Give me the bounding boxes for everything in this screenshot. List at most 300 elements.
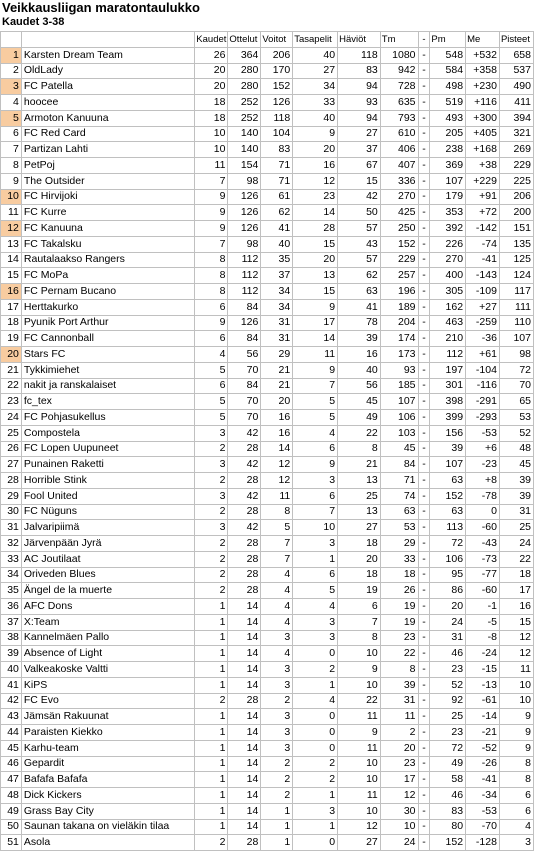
- voitot-cell: 7: [261, 536, 293, 552]
- kaudet-cell: 2: [195, 441, 228, 457]
- tasapelit-cell: 4: [293, 599, 338, 615]
- tm-cell: 1080: [380, 47, 418, 63]
- tasapelit-cell: 40: [293, 110, 338, 126]
- me-cell: +230: [466, 79, 500, 95]
- kaudet-cell: 8: [195, 268, 228, 284]
- dash-cell: -: [418, 835, 430, 851]
- tasapelit-cell: 5: [293, 583, 338, 599]
- tasapelit-cell: 1: [293, 819, 338, 835]
- me-cell: +72: [466, 205, 500, 221]
- kaudet-cell: 7: [195, 236, 228, 252]
- team-cell: Absence of Light: [21, 646, 194, 662]
- table-row: [1, 173, 534, 189]
- voitot-cell: 71: [261, 173, 293, 189]
- kaudet-cell: 6: [195, 378, 228, 394]
- kaudet-cell: 1: [195, 788, 228, 804]
- tasapelit-cell: 9: [293, 457, 338, 473]
- haviot-cell: 8: [338, 630, 381, 646]
- tm-cell: 196: [380, 284, 418, 300]
- me-cell: +38: [466, 158, 500, 174]
- team-cell: FC MoPa: [21, 268, 194, 284]
- team-cell: Grass Bay City: [21, 803, 194, 819]
- rank-cell: 26: [1, 441, 22, 457]
- team-cell: FC Patella: [21, 79, 194, 95]
- me-cell: -259: [466, 315, 500, 331]
- tasapelit-cell: 6: [293, 567, 338, 583]
- pm-cell: 152: [430, 835, 466, 851]
- dash-cell: -: [418, 630, 430, 646]
- rank-cell: 28: [1, 473, 22, 489]
- me-cell: -77: [466, 567, 500, 583]
- pm-cell: 95: [430, 567, 466, 583]
- table-row: [1, 252, 534, 268]
- pisteet-cell: 52: [499, 425, 533, 441]
- haviot-cell: 10: [338, 677, 381, 693]
- me-cell: -36: [466, 331, 500, 347]
- tm-cell: 103: [380, 425, 418, 441]
- pisteet-cell: 125: [499, 252, 533, 268]
- haviot-cell: 10: [338, 756, 381, 772]
- rank-cell: 46: [1, 756, 22, 772]
- ottelut-cell: 70: [228, 410, 261, 426]
- pisteet-cell: 45: [499, 457, 533, 473]
- table-row: [1, 205, 534, 221]
- table-row: [1, 221, 534, 237]
- pisteet-cell: 117: [499, 284, 533, 300]
- kaudet-cell: 18: [195, 110, 228, 126]
- ottelut-cell: 14: [228, 740, 261, 756]
- me-cell: -53: [466, 425, 500, 441]
- kaudet-cell: 1: [195, 740, 228, 756]
- rank-cell: 45: [1, 740, 22, 756]
- pm-cell: 548: [430, 47, 466, 63]
- me-cell: -142: [466, 221, 500, 237]
- table-row: [1, 189, 534, 205]
- kaudet-cell: 1: [195, 772, 228, 788]
- pm-cell: 46: [430, 788, 466, 804]
- pm-cell: 162: [430, 299, 466, 315]
- team-cell: hoocee: [21, 95, 194, 111]
- team-cell: FC Pernam Bucano: [21, 284, 194, 300]
- tasapelit-cell: 3: [293, 614, 338, 630]
- tasapelit-cell: 9: [293, 362, 338, 378]
- kaudet-cell: 9: [195, 189, 228, 205]
- dash-cell: -: [418, 725, 430, 741]
- haviot-cell: 62: [338, 268, 381, 284]
- tasapelit-cell: 20: [293, 252, 338, 268]
- kaudet-cell: 5: [195, 362, 228, 378]
- rank-cell: 40: [1, 662, 22, 678]
- voitot-cell: 37: [261, 268, 293, 284]
- table-row: [1, 536, 534, 552]
- team-cell: Armoton Kanuuna: [21, 110, 194, 126]
- table-row: [1, 788, 534, 804]
- ottelut-cell: 14: [228, 788, 261, 804]
- tm-cell: 250: [380, 221, 418, 237]
- kaudet-cell: 6: [195, 331, 228, 347]
- table-row: [1, 835, 534, 851]
- rank-cell: 13: [1, 236, 22, 252]
- haviot-cell: 43: [338, 236, 381, 252]
- pm-cell: 270: [430, 252, 466, 268]
- pm-cell: 238: [430, 142, 466, 158]
- header-dash: -: [418, 32, 430, 48]
- dash-cell: -: [418, 709, 430, 725]
- rank-cell: 25: [1, 425, 22, 441]
- dash-cell: -: [418, 441, 430, 457]
- pisteet-cell: 658: [499, 47, 533, 63]
- page-title: Veikkausliigan maratontaulukko: [2, 0, 200, 15]
- haviot-cell: 25: [338, 488, 381, 504]
- rank-cell: 23: [1, 394, 22, 410]
- team-cell: FC Takalsku: [21, 236, 194, 252]
- pm-cell: 156: [430, 425, 466, 441]
- me-cell: -21: [466, 725, 500, 741]
- rank-cell: 44: [1, 725, 22, 741]
- voitot-cell: 20: [261, 394, 293, 410]
- kaudet-cell: 5: [195, 394, 228, 410]
- ottelut-cell: 126: [228, 189, 261, 205]
- pisteet-cell: 25: [499, 520, 533, 536]
- voitot-cell: 29: [261, 347, 293, 363]
- voitot-cell: 3: [261, 630, 293, 646]
- table-row: [1, 284, 534, 300]
- header-ottelut: Ottelut: [228, 32, 261, 48]
- kaudet-cell: 1: [195, 756, 228, 772]
- dash-cell: -: [418, 126, 430, 142]
- pisteet-cell: 12: [499, 646, 533, 662]
- haviot-cell: 20: [338, 551, 381, 567]
- haviot-cell: 93: [338, 95, 381, 111]
- ottelut-cell: 252: [228, 95, 261, 111]
- voitot-cell: 8: [261, 504, 293, 520]
- voitot-cell: 34: [261, 284, 293, 300]
- tasapelit-cell: 1: [293, 788, 338, 804]
- ottelut-cell: 14: [228, 772, 261, 788]
- ottelut-cell: 126: [228, 315, 261, 331]
- me-cell: -34: [466, 788, 500, 804]
- team-cell: Kannelmäen Pallo: [21, 630, 194, 646]
- dash-cell: -: [418, 756, 430, 772]
- pm-cell: 46: [430, 646, 466, 662]
- dash-cell: -: [418, 95, 430, 111]
- rank-cell: 30: [1, 504, 22, 520]
- rank-cell: 6: [1, 126, 22, 142]
- me-cell: -5: [466, 614, 500, 630]
- ottelut-cell: 14: [228, 756, 261, 772]
- header-pm: Pm: [430, 32, 466, 48]
- tasapelit-cell: 14: [293, 205, 338, 221]
- kaudet-cell: 9: [195, 221, 228, 237]
- voitot-cell: 16: [261, 410, 293, 426]
- pisteet-cell: 16: [499, 599, 533, 615]
- rank-cell: 48: [1, 788, 22, 804]
- team-cell: Compostela: [21, 425, 194, 441]
- tm-cell: 24: [380, 835, 418, 851]
- ottelut-cell: 14: [228, 803, 261, 819]
- ottelut-cell: 14: [228, 614, 261, 630]
- voitot-cell: 2: [261, 772, 293, 788]
- pm-cell: 72: [430, 536, 466, 552]
- table-row: [1, 504, 534, 520]
- dash-cell: -: [418, 457, 430, 473]
- kaudet-cell: 10: [195, 142, 228, 158]
- team-cell: AFC Dons: [21, 599, 194, 615]
- pisteet-cell: 107: [499, 331, 533, 347]
- table-row: [1, 630, 534, 646]
- tm-cell: 29: [380, 536, 418, 552]
- me-cell: -41: [466, 772, 500, 788]
- tasapelit-cell: 9: [293, 299, 338, 315]
- rank-cell: 29: [1, 488, 22, 504]
- table-row: [1, 110, 534, 126]
- dash-cell: -: [418, 567, 430, 583]
- team-cell: KiPS: [21, 677, 194, 693]
- ottelut-cell: 112: [228, 284, 261, 300]
- team-cell: Pyunik Port Arthur: [21, 315, 194, 331]
- dash-cell: -: [418, 284, 430, 300]
- tasapelit-cell: 0: [293, 646, 338, 662]
- me-cell: -60: [466, 583, 500, 599]
- voitot-cell: 3: [261, 725, 293, 741]
- pm-cell: 83: [430, 803, 466, 819]
- team-cell: Rautalaakso Rangers: [21, 252, 194, 268]
- me-cell: +91: [466, 189, 500, 205]
- table-row: [1, 299, 534, 315]
- team-cell: Tykkimiehet: [21, 362, 194, 378]
- table-row: [1, 378, 534, 394]
- pisteet-cell: 321: [499, 126, 533, 142]
- kaudet-cell: 1: [195, 725, 228, 741]
- voitot-cell: 41: [261, 221, 293, 237]
- tm-cell: 942: [380, 63, 418, 79]
- team-cell: The Outsider: [21, 173, 194, 189]
- ottelut-cell: 56: [228, 347, 261, 363]
- rank-cell: 39: [1, 646, 22, 662]
- pm-cell: 31: [430, 630, 466, 646]
- team-cell: FC Lopen Uupuneet: [21, 441, 194, 457]
- dash-cell: -: [418, 236, 430, 252]
- ottelut-cell: 112: [228, 268, 261, 284]
- rank-cell: 34: [1, 567, 22, 583]
- kaudet-cell: 6: [195, 299, 228, 315]
- haviot-cell: 57: [338, 221, 381, 237]
- dash-cell: -: [418, 221, 430, 237]
- table-row: [1, 63, 534, 79]
- voitot-cell: 2: [261, 756, 293, 772]
- pisteet-cell: 225: [499, 173, 533, 189]
- kaudet-cell: 2: [195, 536, 228, 552]
- header-kaudet: Kaudet: [195, 32, 228, 48]
- dash-cell: -: [418, 473, 430, 489]
- table-row: [1, 410, 534, 426]
- team-cell: Valkeakoske Valtti: [21, 662, 194, 678]
- tasapelit-cell: 1: [293, 677, 338, 693]
- ottelut-cell: 42: [228, 520, 261, 536]
- table-row: [1, 126, 534, 142]
- ottelut-cell: 84: [228, 299, 261, 315]
- dash-cell: -: [418, 378, 430, 394]
- voitot-cell: 40: [261, 236, 293, 252]
- tasapelit-cell: 12: [293, 173, 338, 189]
- tasapelit-cell: 10: [293, 520, 338, 536]
- haviot-cell: 18: [338, 567, 381, 583]
- voitot-cell: 16: [261, 425, 293, 441]
- voitot-cell: 31: [261, 315, 293, 331]
- kaudet-cell: 1: [195, 709, 228, 725]
- pm-cell: 498: [430, 79, 466, 95]
- me-cell: -43: [466, 536, 500, 552]
- me-cell: +358: [466, 63, 500, 79]
- kaudet-cell: 11: [195, 158, 228, 174]
- kaudet-cell: 2: [195, 567, 228, 583]
- pm-cell: 205: [430, 126, 466, 142]
- pm-cell: 112: [430, 347, 466, 363]
- voitot-cell: 21: [261, 378, 293, 394]
- team-cell: Bafafa Bafafa: [21, 772, 194, 788]
- tm-cell: 152: [380, 236, 418, 252]
- voitot-cell: 34: [261, 299, 293, 315]
- dash-cell: -: [418, 79, 430, 95]
- dash-cell: -: [418, 268, 430, 284]
- dash-cell: -: [418, 646, 430, 662]
- team-cell: Paraisten Kiekko: [21, 725, 194, 741]
- voitot-cell: 12: [261, 473, 293, 489]
- dash-cell: -: [418, 205, 430, 221]
- kaudet-cell: 2: [195, 835, 228, 851]
- tasapelit-cell: 2: [293, 756, 338, 772]
- pm-cell: 179: [430, 189, 466, 205]
- dash-cell: -: [418, 110, 430, 126]
- ottelut-cell: 28: [228, 473, 261, 489]
- haviot-cell: 12: [338, 819, 381, 835]
- tasapelit-cell: 28: [293, 221, 338, 237]
- voitot-cell: 7: [261, 551, 293, 567]
- dash-cell: -: [418, 142, 430, 158]
- dash-cell: -: [418, 819, 430, 835]
- kaudet-cell: 7: [195, 173, 228, 189]
- header-me: Me: [466, 32, 500, 48]
- tasapelit-cell: 27: [293, 63, 338, 79]
- ottelut-cell: 126: [228, 221, 261, 237]
- team-cell: Jalvaripiimä: [21, 520, 194, 536]
- me-cell: +61: [466, 347, 500, 363]
- dash-cell: -: [418, 583, 430, 599]
- tasapelit-cell: 14: [293, 331, 338, 347]
- dash-cell: -: [418, 788, 430, 804]
- pisteet-cell: 39: [499, 488, 533, 504]
- ottelut-cell: 98: [228, 173, 261, 189]
- tm-cell: 45: [380, 441, 418, 457]
- pisteet-cell: 8: [499, 756, 533, 772]
- kaudet-cell: 1: [195, 599, 228, 615]
- rank-cell: 43: [1, 709, 22, 725]
- pisteet-cell: 17: [499, 583, 533, 599]
- voitot-cell: 1: [261, 835, 293, 851]
- pisteet-cell: 70: [499, 378, 533, 394]
- tm-cell: 635: [380, 95, 418, 111]
- tm-cell: 20: [380, 740, 418, 756]
- team-cell: Dick Kickers: [21, 788, 194, 804]
- pm-cell: 113: [430, 520, 466, 536]
- tm-cell: 18: [380, 567, 418, 583]
- tm-cell: 31: [380, 693, 418, 709]
- tasapelit-cell: 4: [293, 693, 338, 709]
- team-cell: Herttakurko: [21, 299, 194, 315]
- table-row: [1, 441, 534, 457]
- dash-cell: -: [418, 520, 430, 536]
- pisteet-cell: 12: [499, 630, 533, 646]
- table-row: [1, 520, 534, 536]
- kaudet-cell: 9: [195, 205, 228, 221]
- me-cell: +300: [466, 110, 500, 126]
- haviot-cell: 9: [338, 662, 381, 678]
- pisteet-cell: 200: [499, 205, 533, 221]
- ottelut-cell: 14: [228, 646, 261, 662]
- ottelut-cell: 126: [228, 205, 261, 221]
- rank-cell: 12: [1, 221, 22, 237]
- kaudet-cell: 8: [195, 284, 228, 300]
- me-cell: -26: [466, 756, 500, 772]
- voitot-cell: 3: [261, 740, 293, 756]
- tasapelit-cell: 5: [293, 410, 338, 426]
- page-subtitle: Kaudet 3-38: [2, 16, 65, 28]
- rank-cell: 8: [1, 158, 22, 174]
- team-cell: Saunan takana on vieläkin tilaa: [21, 819, 194, 835]
- voitot-cell: 4: [261, 614, 293, 630]
- tasapelit-cell: 33: [293, 95, 338, 111]
- rank-cell: 51: [1, 835, 22, 851]
- table-row: [1, 488, 534, 504]
- pisteet-cell: 269: [499, 142, 533, 158]
- tm-cell: 93: [380, 362, 418, 378]
- tm-cell: 610: [380, 126, 418, 142]
- tm-cell: 336: [380, 173, 418, 189]
- tasapelit-cell: 5: [293, 394, 338, 410]
- voitot-cell: 14: [261, 441, 293, 457]
- kaudet-cell: 1: [195, 819, 228, 835]
- me-cell: -109: [466, 284, 500, 300]
- kaudet-cell: 3: [195, 488, 228, 504]
- team-cell: Karhu-team: [21, 740, 194, 756]
- header-pisteet: Pisteet: [499, 32, 533, 48]
- pisteet-cell: 411: [499, 95, 533, 111]
- voitot-cell: 4: [261, 599, 293, 615]
- tasapelit-cell: 1: [293, 551, 338, 567]
- tm-cell: 8: [380, 662, 418, 678]
- pm-cell: 226: [430, 236, 466, 252]
- tasapelit-cell: 40: [293, 47, 338, 63]
- team-cell: FC Hirvijoki: [21, 189, 194, 205]
- haviot-cell: 49: [338, 410, 381, 426]
- me-cell: -52: [466, 740, 500, 756]
- ottelut-cell: 14: [228, 819, 261, 835]
- me-cell: -8: [466, 630, 500, 646]
- table-row: [1, 142, 534, 158]
- tasapelit-cell: 9: [293, 126, 338, 142]
- header-voitot: Voitot: [261, 32, 293, 48]
- rank-cell: 35: [1, 583, 22, 599]
- tm-cell: 229: [380, 252, 418, 268]
- team-cell: FC Evo: [21, 693, 194, 709]
- pm-cell: 353: [430, 205, 466, 221]
- pm-cell: 301: [430, 378, 466, 394]
- voitot-cell: 31: [261, 331, 293, 347]
- kaudet-cell: 1: [195, 803, 228, 819]
- haviot-cell: 11: [338, 709, 381, 725]
- tm-cell: 106: [380, 410, 418, 426]
- team-cell: X:Team: [21, 614, 194, 630]
